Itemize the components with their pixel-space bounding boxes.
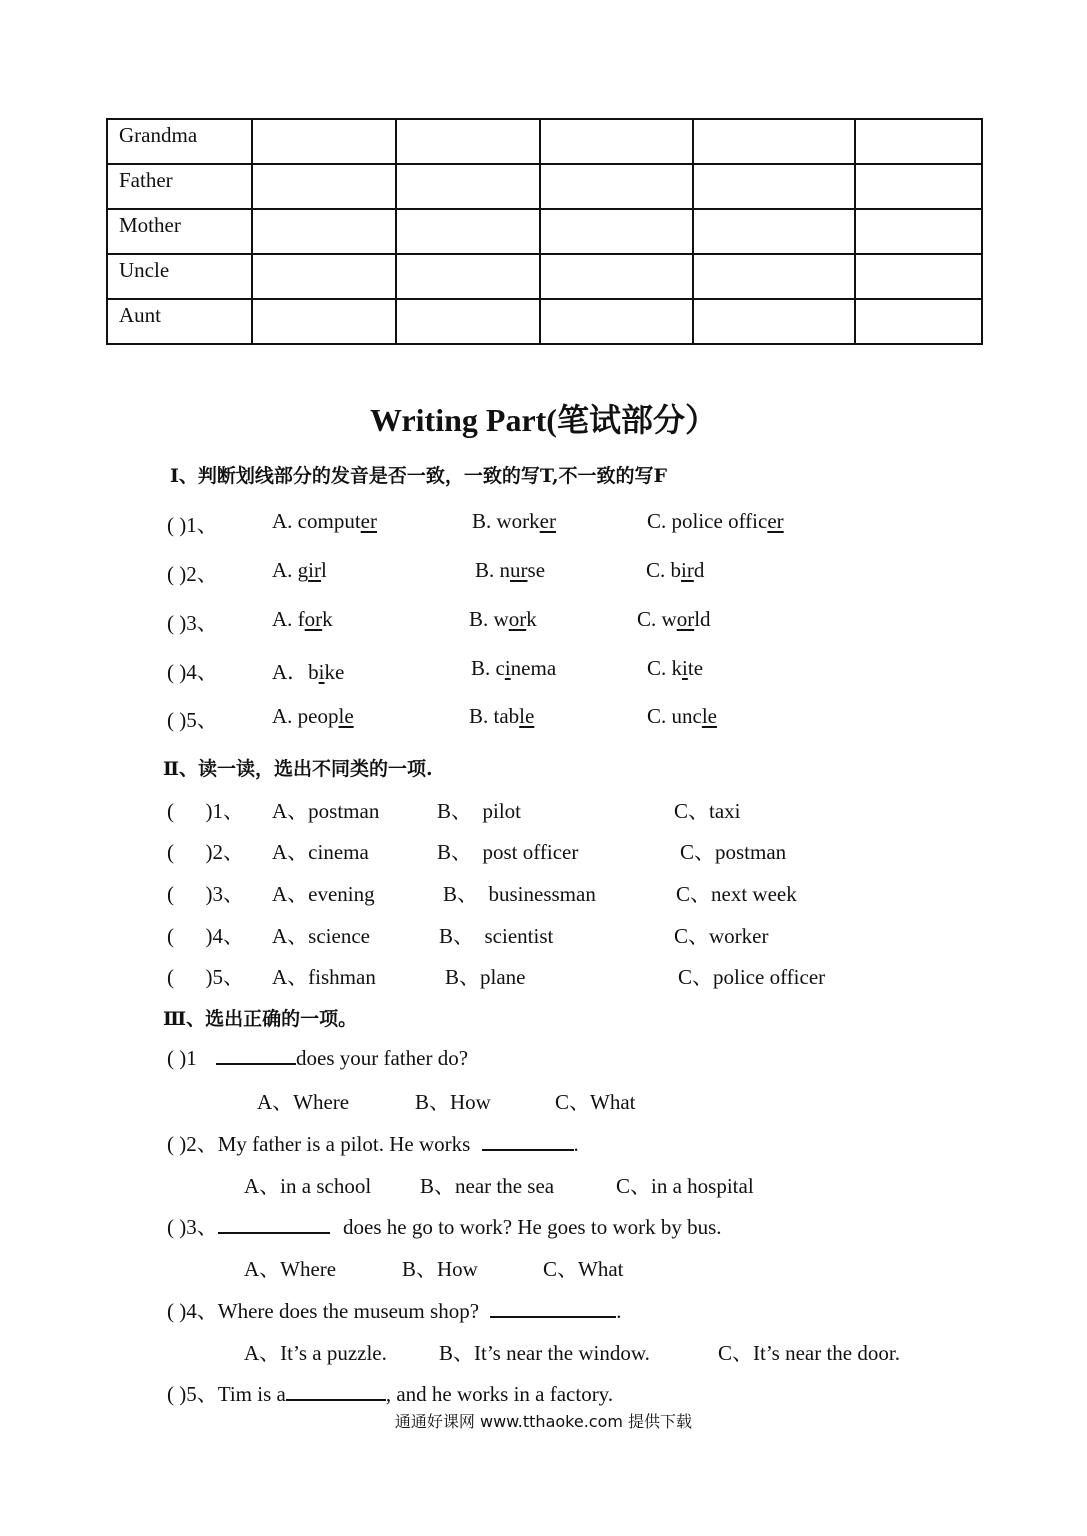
underlined-part: le (338, 704, 354, 728)
underlined-part: or (304, 607, 323, 631)
word-part: te (687, 656, 704, 680)
word-part: C. police offic (647, 509, 768, 533)
question-number: ( )2、 (167, 1132, 218, 1156)
option-c: C、next week (676, 882, 797, 906)
option-c: C、It’s near the door. (718, 1341, 900, 1365)
question-number: ( )4、 (167, 1299, 218, 1323)
table-row (107, 164, 982, 209)
option-b: B、plane (445, 965, 526, 989)
row-label: Grandma (107, 119, 252, 164)
empty-cell (252, 164, 396, 209)
word-part: ld (694, 607, 711, 631)
question-number: ( )1、 (167, 799, 244, 823)
underlined-part: le (519, 704, 535, 728)
s3-question-2 (167, 1128, 579, 1158)
option-b (471, 656, 556, 681)
question-number: ( )5、 (167, 708, 218, 732)
underlined-part: or (676, 607, 695, 631)
s3-question-1 (167, 1045, 468, 1071)
option-a (272, 704, 354, 729)
option-b: B、How (415, 1090, 491, 1114)
s3-question-5 (167, 1378, 613, 1408)
question-text: does your father do? (296, 1046, 469, 1070)
option-c (637, 607, 711, 632)
footer-credit: 通通好课网 www.tthaoke.com 提供下载 (394, 1412, 693, 1431)
empty-cell (540, 254, 693, 299)
option-a: A、It’s a puzzle. (244, 1341, 387, 1365)
s3-question-4 (167, 1295, 622, 1325)
option-c: C、in a hospital (616, 1174, 754, 1198)
empty-cell (855, 254, 982, 299)
empty-cell (396, 119, 540, 164)
option-a: A、postman (272, 799, 380, 823)
word-part: B. work (472, 509, 540, 533)
section-2-heading: Ⅱ、读一读，选出不同类的一项. (163, 758, 433, 780)
word-part: A. peop (272, 704, 339, 728)
option-b: B、How (402, 1257, 478, 1281)
option-b: B、It’s near the window. (439, 1341, 650, 1365)
underlined-part: i (504, 656, 511, 680)
table-row (107, 119, 982, 164)
underlined-part: ir (308, 558, 321, 582)
question-text: My father is a pilot. He works (217, 1132, 471, 1156)
option-c (646, 558, 704, 583)
option-a (272, 509, 377, 534)
empty-cell (693, 299, 855, 344)
question-number: ( )5、 (167, 965, 244, 989)
word-part: B. tab (469, 704, 520, 728)
empty-cell (540, 164, 693, 209)
option-a (272, 558, 327, 583)
underlined-part: le (701, 704, 717, 728)
option-c: C、taxi (674, 799, 741, 823)
answer-blank (216, 1045, 296, 1065)
section-3-heading: Ⅲ、选出正确的一项。 (163, 1008, 358, 1030)
empty-cell (540, 299, 693, 344)
option-a: A、evening (272, 882, 375, 906)
option-a (272, 607, 333, 632)
option-a: A、fishman (272, 965, 376, 989)
question-number: ( )2、 (167, 840, 244, 864)
word-part: k (322, 607, 333, 631)
empty-cell (396, 209, 540, 254)
question-end: . (616, 1299, 622, 1323)
question-number: ( )3、 (167, 1215, 218, 1239)
page-title: Writing Part(笔试部分） (370, 402, 717, 438)
question-number: ( )3、 (167, 882, 244, 906)
option-c (647, 704, 717, 729)
option-c (647, 656, 703, 681)
underlined-part: i (682, 656, 688, 680)
answer-blank (490, 1298, 616, 1318)
word-part: C. k (647, 656, 683, 680)
option-b: B、 post officer (437, 840, 579, 864)
question-number: ( )5、 (167, 1382, 218, 1406)
option-b: B、 pilot (437, 799, 522, 823)
word-part: l (321, 558, 327, 582)
option-a: A、Where (244, 1257, 337, 1281)
option-c (647, 509, 784, 534)
word-part: nema (510, 656, 557, 680)
option-b (472, 509, 556, 534)
table-row (107, 209, 982, 254)
empty-cell (693, 119, 855, 164)
word-part: B. n (475, 558, 511, 582)
option-b: B、 scientist (439, 924, 554, 948)
row-label: Father (107, 164, 252, 209)
question-end: . (573, 1132, 579, 1156)
answer-blank (286, 1381, 386, 1401)
word-part: ke (324, 660, 345, 684)
s3-question-3 (167, 1211, 722, 1241)
option-b: B、near the sea (420, 1174, 555, 1198)
question-number: ( )1 (167, 1046, 197, 1070)
underlined-part: ur (510, 558, 528, 582)
answer-blank (218, 1214, 330, 1234)
row-label: Aunt (107, 299, 252, 344)
question-number: ( )2、 (167, 562, 218, 586)
empty-cell (693, 254, 855, 299)
underlined-part: er (767, 509, 784, 533)
option-b (475, 558, 545, 583)
empty-cell (693, 209, 855, 254)
empty-cell (855, 164, 982, 209)
underlined-part: i (318, 660, 325, 684)
question-text: Tim is a (217, 1382, 286, 1406)
answer-blank (482, 1131, 574, 1151)
empty-cell (396, 299, 540, 344)
word-part: C. unc (647, 704, 702, 728)
empty-cell (855, 119, 982, 164)
word-part: A. f (272, 607, 305, 631)
underlined-part: ir (681, 558, 694, 582)
option-a: A、science (272, 924, 370, 948)
option-b (469, 704, 534, 729)
question-number: ( )1、 (167, 513, 218, 537)
underlined-part: er (539, 509, 556, 533)
question-text: does he go to work? He goes to work by bus. (343, 1215, 722, 1239)
empty-cell (540, 209, 693, 254)
question-number: ( )4、 (167, 924, 244, 948)
word-part: C. b (646, 558, 682, 582)
word-part: se (527, 558, 546, 582)
option-a: A、Where (257, 1090, 350, 1114)
option-c: C、police officer (678, 965, 826, 989)
option-a: A、in a school (244, 1174, 372, 1198)
option-c: C、What (555, 1090, 636, 1114)
question-number: ( )4、 (167, 660, 218, 684)
section-1-heading: Ⅰ、判断划线部分的发音是否一致，一致的写T,不一致的写F (170, 465, 668, 487)
row-label: Uncle (107, 254, 252, 299)
empty-cell (252, 299, 396, 344)
empty-cell (855, 209, 982, 254)
option-c: C、What (543, 1257, 624, 1281)
option-a: A、cinema (272, 840, 369, 864)
word-part: A．b (272, 660, 319, 684)
question-end: , and he works in a factory. (385, 1382, 614, 1406)
table-row (107, 254, 982, 299)
empty-cell (693, 164, 855, 209)
table-row (107, 299, 982, 344)
word-part: B. w (469, 607, 509, 631)
word-part: B. c (471, 656, 505, 680)
word-part: d (693, 558, 705, 582)
empty-cell (252, 119, 396, 164)
empty-cell (252, 209, 396, 254)
question-number: ( )3、 (167, 611, 218, 635)
option-c: C、postman (680, 840, 787, 864)
empty-cell (396, 254, 540, 299)
option-a (272, 656, 344, 686)
underlined-part: or (508, 607, 527, 631)
family-table (106, 118, 983, 345)
word-part: A. comput (272, 509, 361, 533)
question-text: Where does the museum shop? (217, 1299, 480, 1323)
word-part: A. g (272, 558, 309, 582)
option-c: C、worker (674, 924, 769, 948)
empty-cell (252, 254, 396, 299)
option-b: B、 businessman (443, 882, 596, 906)
word-part: k (526, 607, 537, 631)
word-part: C. w (637, 607, 677, 631)
empty-cell (855, 299, 982, 344)
option-b (469, 607, 537, 632)
empty-cell (540, 119, 693, 164)
underlined-part: er (360, 509, 377, 533)
empty-cell (396, 164, 540, 209)
row-label: Mother (107, 209, 252, 254)
